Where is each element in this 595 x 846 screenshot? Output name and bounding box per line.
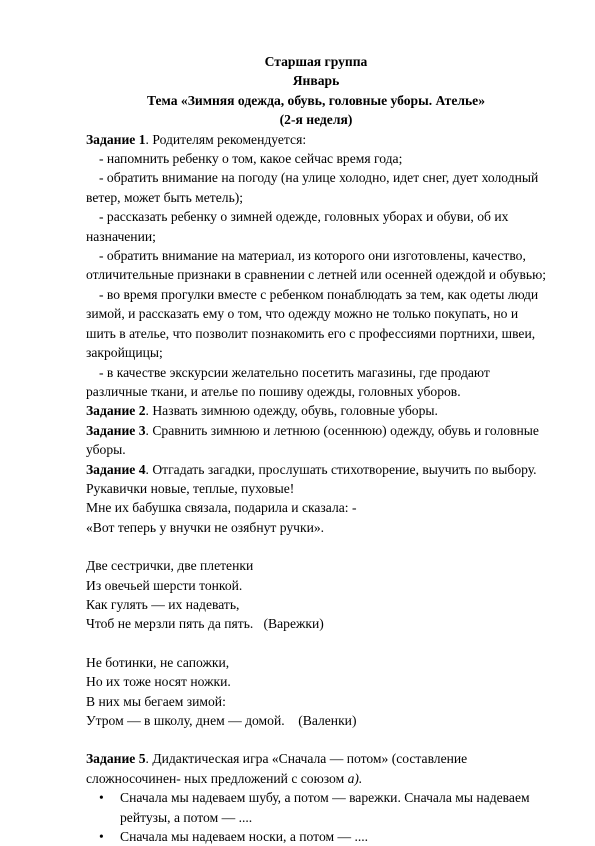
topic-title: Тема «Зимняя одежда, обувь, головные уборы. Ателье»	[146, 92, 486, 108]
riddle1-line: Чтоб не мерзли пять да пять. (Варежки)	[86, 616, 324, 632]
month-title: Январь	[292, 73, 340, 89]
task4-text: . Отгадать загадки, прослушать стихотворение, выучить по выбору.	[145, 461, 537, 477]
task1-item: - напомнить ребенку о том, какое сейчас время года;	[99, 151, 403, 167]
task3	[86, 421, 546, 460]
riddle2-line: Утром — в школу, днем — домой. (Валенки)	[86, 713, 357, 728]
task1-label: Задание 1	[86, 131, 146, 147]
riddle1-line: Две сестрички, две плетенки	[86, 558, 254, 574]
riddle1-line: Как гулять — их надевать,	[86, 596, 240, 612]
task1-item: - во время прогулки вместе с ребенком понаблюдать за тем, как одеты люди зимой, и рассказать ему о том, что одежду можно не только покупать, но и шить в ателье, что позволит познакомить его с профессиями портнихи, швеи, закройщицы;	[86, 286, 539, 361]
task5-text: . Дидактическая игра «Сначала — потом» (составление сложносочинен- ных предложений с союзом	[86, 751, 468, 786]
bullet-icon: •	[99, 790, 104, 806]
poem-line: Рукавички новые, теплые, пуховые!	[86, 480, 295, 496]
list-item-text: Сначала мы надеваем носки, а потом — ....	[120, 829, 369, 845]
task3-label: Задание 3	[86, 422, 146, 438]
riddle2-line: В них мы бегаем зимой:	[86, 693, 226, 709]
task1-intro	[86, 130, 546, 149]
task5-label: Задание 5	[86, 751, 146, 767]
poem-line: «Вот теперь у внучки не озябнут ручки».	[86, 519, 325, 535]
task1-item: - обратить внимание на погоду (на улице холодно, идет снег, дует холодный ветер, может быть метель);	[86, 170, 539, 205]
task1-intro-text: . Родителям рекомендуется:	[145, 131, 307, 147]
spacer	[86, 634, 546, 653]
task5	[86, 749, 546, 788]
task1-item: - рассказать ребенку о зимней одежде, головных уборах и обуви, об их назначении;	[86, 209, 509, 244]
riddle1-line: Из овечьей шерсти тонкой.	[86, 577, 243, 593]
spacer	[86, 730, 546, 749]
task2	[86, 401, 546, 420]
riddle2-line: Но их тоже носят ножки.	[86, 674, 231, 690]
task3-text: . Сравнить зимнюю и летнюю (осеннюю) одежду, обувь и головные уборы.	[86, 422, 539, 458]
bullet-icon: •	[99, 829, 104, 845]
riddle2-line: Не ботинки, не сапожки,	[86, 654, 230, 670]
task2-text: . Назвать зимнюю одежду, обувь, головные уборы.	[145, 403, 438, 419]
list-item	[99, 788, 546, 827]
list-item-text: Сначала мы надеваем шубу, а потом — варежки. Сначала мы надеваем рейтузы, а потом — ....	[120, 790, 530, 825]
document-page	[86, 52, 546, 846]
task2-label: Задание 2	[86, 403, 146, 419]
week-title: (2-я неделя)	[279, 112, 353, 128]
task4-label: Задание 4	[86, 461, 146, 477]
poem-line: Мне их бабушка связала, подарила и сказала: -	[86, 500, 357, 516]
task5-conjunction: а).	[347, 770, 363, 786]
task1-item: - обратить внимание на материал, из которого они изготовлены, качество, отличительные признаки в сравнении с летней или осенней одеждой и обувью;	[86, 248, 546, 283]
task4	[86, 460, 546, 479]
task5-list	[86, 788, 546, 846]
list-item	[99, 827, 546, 846]
group-title: Старшая группа	[264, 54, 368, 69]
spacer	[86, 537, 546, 556]
task1-item: - в качестве экскурсии желательно посетить магазины, где продают различные ткани, и ателье по пошиву одежды, головных уборов.	[86, 364, 490, 399]
